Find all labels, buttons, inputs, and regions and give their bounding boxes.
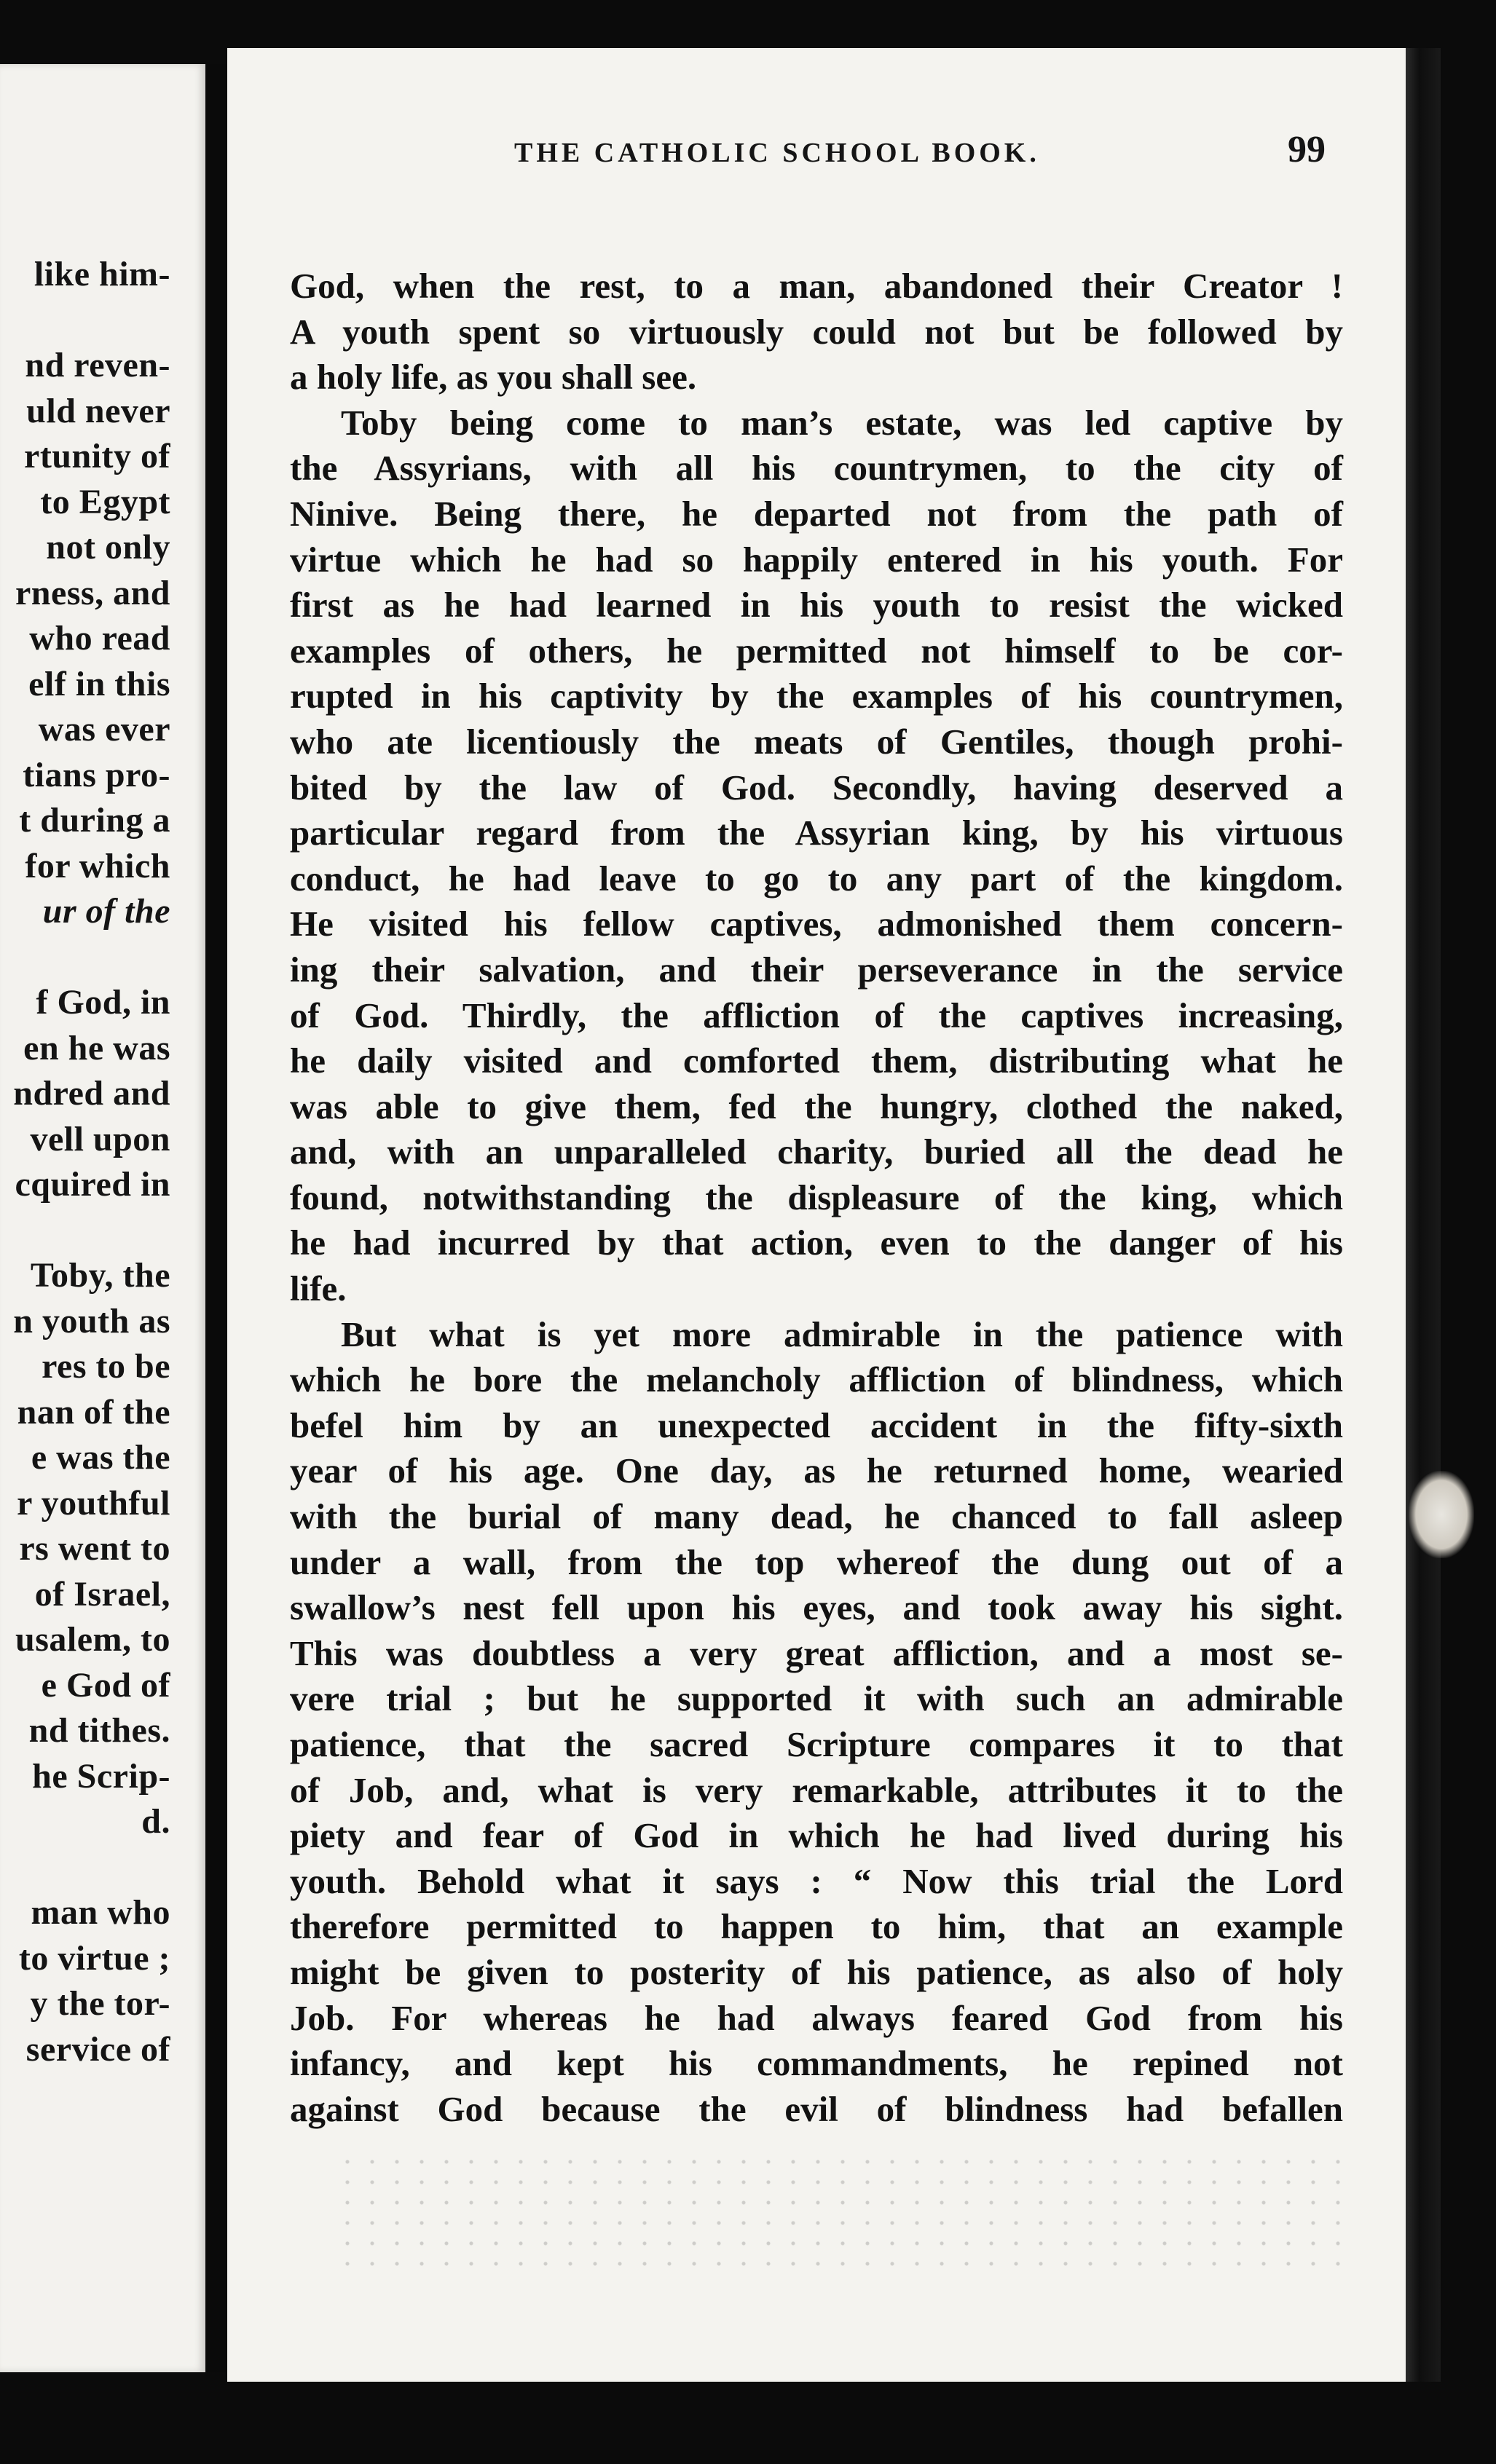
text-line: with the burial of many dead, he chanced to fall asleep <box>290 1496 1343 1537</box>
text-line: and, with an unparalleled charity, buried all the dead he <box>290 1132 1343 1172</box>
left-page-line: y the tor- <box>30 1984 170 2023</box>
left-page-line: res to be <box>42 1347 170 1386</box>
left-page-line: cquired in <box>15 1165 170 1204</box>
text-line: ing their salvation, and their perseverance in the service <box>290 949 1343 990</box>
left-page-line: d. <box>141 1802 170 1841</box>
left-page-line: vell upon <box>30 1119 170 1158</box>
left-page-line: he Scrip- <box>32 1756 170 1796</box>
line-gap <box>0 1845 170 1891</box>
text-line: year of his age. One day, as he returned home, wearied <box>290 1450 1343 1491</box>
left-page-line: elf in this <box>28 664 170 703</box>
text-line: therefore permitted to happen to him, that an example <box>290 1906 1343 1947</box>
text-line: he had incurred by that action, even to the danger of his <box>290 1223 1343 1263</box>
text-line: life. <box>290 1268 347 1309</box>
line-gap <box>0 298 170 344</box>
text-line: examples of others, he permitted not himself to be cor- <box>290 630 1343 671</box>
text-line: was able to give them, fed the hungry, clothed the naked, <box>290 1086 1343 1126</box>
text-line: But what is yet more admirable in the patience with <box>341 1314 1343 1354</box>
left-page-line: rness, and <box>15 573 170 612</box>
left-page-line: ur of the <box>42 892 170 931</box>
text-line: befel him by an unexpected accident in the fifty-sixth <box>290 1405 1343 1445</box>
text-line: might be given to posterity of his patience, as also of holy <box>290 1951 1343 1992</box>
left-page-line: man who <box>31 1893 170 1932</box>
text-line: youth. Behold what it says : “ Now this trial the Lord <box>290 1860 1343 1901</box>
text-line: he daily visited and comforted them, distributing what he <box>290 1041 1343 1081</box>
text-line: of God. Thirdly, the affliction of the captives increasing, <box>290 995 1343 1035</box>
left-page-line: to virtue ; <box>18 1938 170 1978</box>
left-page-line: n youth as <box>13 1301 170 1340</box>
text-line: who ate licentiously the meats of Gentiles, though prohi- <box>290 721 1343 762</box>
page-header <box>296 128 1326 186</box>
text-line: vere trial ; but he supported it with such an admirable <box>290 1678 1343 1719</box>
text-line: against God because the evil of blindness had befallen <box>290 2088 1343 2129</box>
left-page-line: t during a <box>19 801 170 840</box>
text-line: This was doubtless a very great affliction, and a most se- <box>290 1632 1343 1673</box>
text-line: a holy life, as you shall see. <box>290 357 697 398</box>
left-page-line: not only <box>46 528 170 566</box>
text-line: found, notwithstanding the displeasure of the king, which <box>290 1177 1343 1217</box>
left-page-line: ndred and <box>13 1074 170 1113</box>
left-page-line: of Israel, <box>34 1574 170 1614</box>
left-page-line: like him- <box>34 255 170 293</box>
text-line: first as he had learned in his youth to resist the wicked <box>290 585 1343 625</box>
left-page-line: nd reven- <box>25 346 170 384</box>
left-page-line: who read <box>29 619 170 658</box>
left-page-line: for which <box>25 846 170 885</box>
text-line: A youth spent so virtuously could not but be followed by <box>290 311 1343 352</box>
book-gutter <box>205 64 227 2372</box>
left-page-fragment <box>0 64 205 2372</box>
body-text <box>290 264 1343 2132</box>
left-page-line: Toby, the <box>30 1256 170 1295</box>
line-gap <box>0 935 170 981</box>
running-head: THE CATHOLIC SCHOOL BOOK. <box>514 138 1040 168</box>
text-line: bited by the law of God. Secondly, having deserved a <box>290 767 1343 807</box>
text-line: infancy, and kept his commandments, he repined not <box>290 2043 1343 2084</box>
text-line: He visited his fellow captives, admonished them concern- <box>290 904 1343 944</box>
left-page-line: e God of <box>41 1665 170 1705</box>
left-page-line: rtunity of <box>24 437 170 475</box>
left-page-line: f God, in <box>36 983 170 1022</box>
text-line: Toby being come to man’s estate, was led captive by <box>341 402 1343 443</box>
text-line: the Assyrians, with all his countrymen, to the city of <box>290 448 1343 489</box>
left-page-line: nd tithes. <box>28 1711 170 1750</box>
left-page-text <box>0 252 170 2072</box>
left-page-line: uld never <box>26 391 170 430</box>
text-line: of Job, and, what is very remarkable, attributes it to the <box>290 1769 1343 1810</box>
text-line: God, when the rest, to a man, abandoned their Creator ! <box>290 266 1343 306</box>
page-number: 99 <box>1288 129 1326 170</box>
left-page-line: r youthful <box>17 1483 170 1523</box>
text-line: which he bore the melancholy affliction of blindness, which <box>290 1359 1343 1400</box>
left-page-line: to Egypt <box>40 482 170 521</box>
left-page-line: nan of the <box>17 1392 170 1432</box>
text-line: virtue which he had so happily entered in his youth. For <box>290 539 1343 580</box>
text-line: particular regard from the Assyrian king, by his virtuous <box>290 813 1343 853</box>
left-page-line: e was the <box>31 1438 170 1477</box>
bleed-through-dots <box>335 2152 1340 2275</box>
paper-damage-spot <box>1409 1471 1474 1558</box>
text-line: patience, that the sacred Scripture compares it to that <box>290 1724 1343 1764</box>
page-edge <box>1406 48 1441 2382</box>
text-line: conduct, he had leave to go to any part of the kingdom. <box>290 858 1343 899</box>
line-gap <box>0 1208 170 1254</box>
text-line: rupted in his captivity by the examples of his countrymen, <box>290 676 1343 716</box>
text-line: swallow’s nest fell upon his eyes, and took away his sight. <box>290 1587 1343 1628</box>
text-line: Job. For whereas he had always feared God from his <box>290 1997 1343 2038</box>
text-line: Ninive. Being there, he departed not from the path of <box>290 493 1343 534</box>
text-line: piety and fear of God in which he had lived during his <box>290 1815 1343 1856</box>
left-page-line: usalem, to <box>15 1620 170 1659</box>
text-line: under a wall, from the top whereof the dung out of a <box>290 1541 1343 1582</box>
left-page-line: rs went to <box>19 1529 170 1568</box>
left-page-line: en he was <box>23 1028 170 1067</box>
left-page-line: tians pro- <box>23 755 170 794</box>
left-page-line: service of <box>25 2029 170 2069</box>
left-page-line: was ever <box>38 710 170 749</box>
